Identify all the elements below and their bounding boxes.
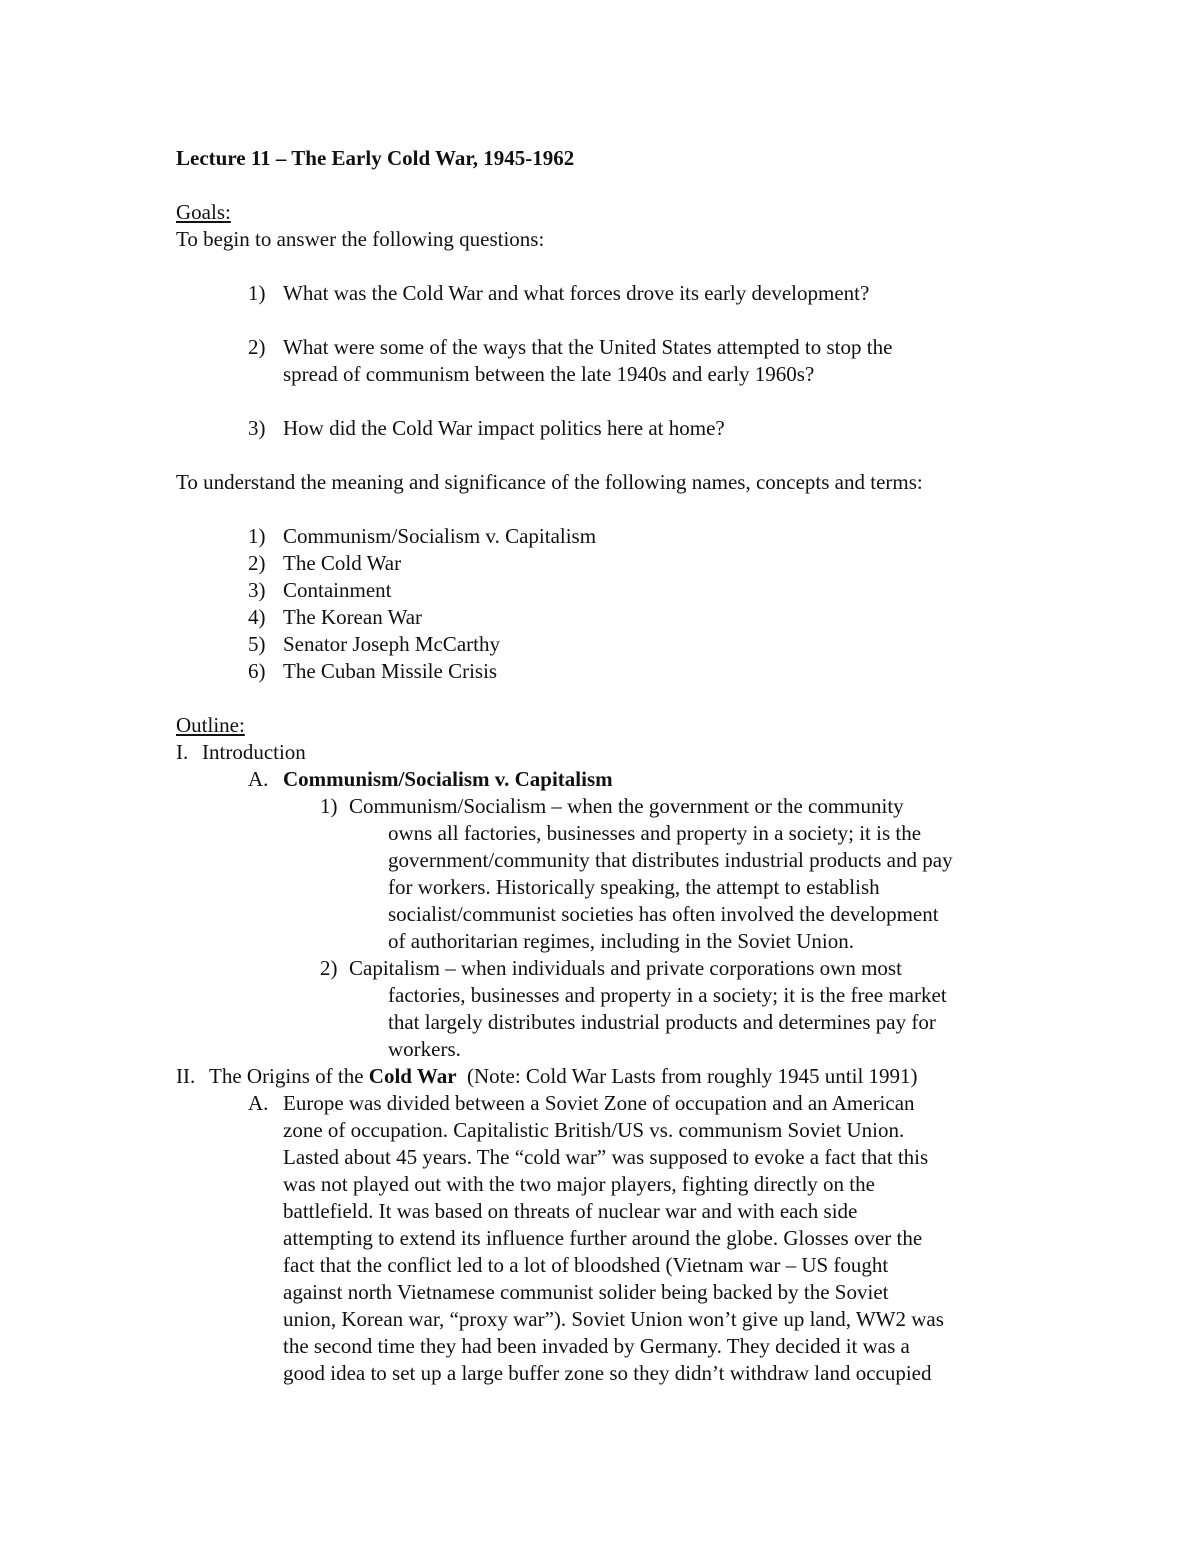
question-number: 3) (248, 416, 266, 440)
section-label: II. (176, 1064, 196, 1088)
goals-intro: To begin to answer the following questions: (176, 227, 545, 251)
paragraph-line: good idea to set up a large buffer zone so they didn’t withdraw land occupied (283, 1361, 932, 1385)
term-text: Communism/Socialism v. Capitalism (283, 524, 597, 548)
terms-intro: To understand the meaning and significance of the following names, concepts and terms: (176, 470, 923, 494)
section-title (209, 1063, 918, 1090)
item-text: government/community that distributes industrial products and pay (388, 848, 953, 872)
term-text: Containment (283, 578, 392, 602)
paragraph-line: Europe was divided between a Soviet Zone of occupation and an American (283, 1091, 915, 1115)
question-text: spread of communism between the late 1940s and early 1960s? (283, 362, 815, 386)
section-title-note: (Note: Cold War Lasts from roughly 1945 until 1991) (456, 1064, 918, 1088)
term-text: The Korean War (283, 605, 423, 629)
item-number: 1) (320, 794, 338, 818)
item-text: factories, businesses and property in a society; it is the free market (388, 983, 947, 1007)
paragraph-line: the second time they had been invaded by Germany. They decided it was a (283, 1334, 910, 1358)
term-number: 4) (248, 605, 266, 629)
question-text: What were some of the ways that the United States attempted to stop the (283, 335, 893, 359)
paragraph-line: union, Korean war, “proxy war”). Soviet Union won’t give up land, WW2 was (283, 1307, 944, 1331)
term-number: 3) (248, 578, 266, 602)
item-text: Capitalism – when individuals and private corporations own most (349, 956, 902, 980)
question-text: How did the Cold War impact politics here at home? (283, 416, 725, 440)
section-title-bold: Cold War (368, 1064, 457, 1088)
item-text: Communism/Socialism – when the government or the community (349, 794, 904, 818)
term-text: The Cold War (283, 551, 402, 575)
goals-heading: Goals: (176, 200, 231, 224)
item-number: 2) (320, 956, 338, 980)
outline-heading: Outline: (176, 713, 245, 737)
question-number: 1) (248, 281, 266, 305)
document-title: Lecture 11 – The Early Cold War, 1945-1962 (176, 146, 575, 170)
term-number: 5) (248, 632, 266, 656)
subsection-title: Communism/Socialism v. Capitalism (283, 767, 613, 791)
paragraph-line: was not played out with the two major players, fighting directly on the (283, 1172, 875, 1196)
paragraph-line: against north Vietnamese communist solider being backed by the Soviet (283, 1280, 889, 1304)
question-number: 2) (248, 335, 266, 359)
item-text: that largely distributes industrial products and determines pay for (388, 1010, 936, 1034)
item-text: socialist/communist societies has often involved the development (388, 902, 939, 926)
paragraph-line: battlefield. It was based on threats of nuclear war and with each side (283, 1199, 858, 1223)
question-text: What was the Cold War and what forces drove its early development? (283, 281, 870, 305)
paragraph-line: fact that the conflict led to a lot of bloodshed (Vietnam war – US fought (283, 1253, 889, 1277)
term-text: The Cuban Missile Crisis (283, 659, 498, 683)
term-number: 6) (248, 659, 266, 683)
subsection-label: A. (248, 767, 269, 791)
term-text: Senator Joseph McCarthy (283, 632, 500, 656)
term-number: 1) (248, 524, 266, 548)
subsection-label: A. (248, 1091, 269, 1115)
section-title-pre: The Origins of the (209, 1064, 369, 1088)
item-text: owns all factories, businesses and property in a society; it is the (388, 821, 922, 845)
paragraph-line: zone of occupation. Capitalistic British/US vs. communism Soviet Union. (283, 1118, 905, 1142)
paragraph-line: attempting to extend its influence further around the globe. Glosses over the (283, 1226, 923, 1250)
section-title: Introduction (202, 740, 306, 764)
paragraph-line: Lasted about 45 years. The “cold war” was supposed to evoke a fact that this (283, 1145, 929, 1169)
item-text: for workers. Historically speaking, the attempt to establish (388, 875, 880, 899)
term-number: 2) (248, 551, 266, 575)
item-text: of authoritarian regimes, including in the Soviet Union. (388, 929, 854, 953)
section-label: I. (176, 740, 189, 764)
item-text: workers. (388, 1037, 461, 1061)
